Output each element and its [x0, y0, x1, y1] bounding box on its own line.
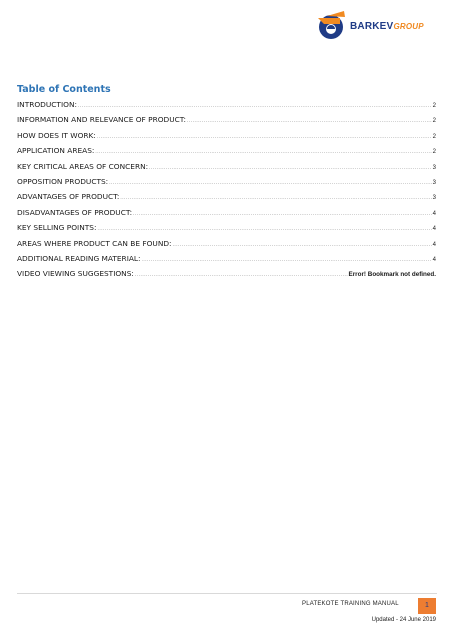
- logo-group-text: GROUP: [393, 22, 424, 31]
- logo-mark-icon: [314, 8, 354, 42]
- toc-title: Table of Contents: [17, 84, 111, 95]
- footer-page-number: 1: [418, 598, 436, 614]
- toc-dot-leader: [97, 221, 431, 235]
- toc-entry-page: 3: [432, 195, 436, 202]
- toc-entry-page: 4: [432, 210, 436, 217]
- toc-entry[interactable]: [17, 174, 436, 189]
- logo-brand-text: BARKEV: [350, 21, 394, 32]
- toc-entry-page: 2: [432, 133, 436, 140]
- toc-entry-label: DISADVANTAGES OF PRODUCT:: [17, 207, 133, 217]
- toc-dot-leader: [78, 98, 432, 112]
- toc-dot-leader: [135, 267, 348, 281]
- toc-entry-page: 4: [432, 256, 436, 263]
- toc-entry[interactable]: [17, 97, 436, 112]
- toc-entry-page: 2: [432, 149, 436, 156]
- toc-entry[interactable]: [17, 159, 436, 174]
- toc-entry[interactable]: [17, 251, 436, 266]
- toc-entry-label: ADDITIONAL READING MATERIAL:: [17, 253, 141, 263]
- toc-entry[interactable]: [17, 220, 436, 235]
- toc-list: [17, 97, 436, 282]
- toc-dot-leader: [187, 113, 432, 127]
- toc-entry-label: HOW DOES IT WORK:: [17, 130, 96, 140]
- toc-dot-leader: [173, 237, 432, 251]
- footer-divider: [17, 593, 437, 594]
- toc-dot-leader: [95, 144, 431, 158]
- toc-dot-leader: [120, 190, 431, 204]
- toc-entry[interactable]: [17, 112, 436, 127]
- toc-entry-label: INTRODUCTION:: [17, 100, 77, 109]
- logo-wordmark: [350, 21, 424, 32]
- toc-entry[interactable]: [17, 205, 436, 220]
- footer-manual-title: PLATEKOTE TRAINING MANUAL: [302, 601, 399, 607]
- toc-dot-leader: [133, 206, 432, 220]
- toc-entry-label: KEY CRITICAL AREAS OF CONCERN:: [17, 161, 149, 171]
- toc-dot-leader: [149, 160, 432, 174]
- toc-dot-leader: [142, 252, 432, 266]
- toc-entry-label: AREAS WHERE PRODUCT CAN BE FOUND:: [17, 238, 172, 248]
- toc-entry-page: 3: [432, 179, 436, 186]
- toc-entry-label: KEY SELLING POINTS:: [17, 223, 97, 233]
- toc-entry-page: 3: [432, 164, 436, 171]
- toc-entry[interactable]: [17, 143, 436, 158]
- toc-entry-page: 2: [432, 118, 436, 125]
- toc-entry-page: 4: [432, 226, 436, 233]
- footer-updated-date: Updated - 24 June 2019: [371, 617, 436, 623]
- toc-entry-page: Error! Bookmark not defined.: [348, 271, 436, 279]
- toc-entry-label: INFORMATION AND RELEVANCE OF PRODUCT:: [17, 115, 187, 125]
- toc-entry[interactable]: [17, 128, 436, 143]
- toc-dot-leader: [97, 129, 432, 143]
- toc-entry-label: ADVANTAGES OF PRODUCT:: [17, 192, 120, 202]
- toc-entry-page: 2: [432, 103, 436, 109]
- toc-entry-page: 4: [432, 241, 436, 248]
- toc-entry[interactable]: [17, 189, 436, 204]
- toc-entry-label: VIDEO VIEWING SUGGESTIONS:: [17, 269, 134, 279]
- toc-entry-label: APPLICATION AREAS:: [17, 146, 95, 156]
- toc-entry[interactable]: [17, 266, 436, 281]
- barkev-group-logo: [314, 8, 448, 42]
- toc-dot-leader: [109, 175, 431, 189]
- toc-entry[interactable]: [17, 236, 436, 251]
- toc-entry-label: OPPOSITION PRODUCTS:: [17, 176, 109, 186]
